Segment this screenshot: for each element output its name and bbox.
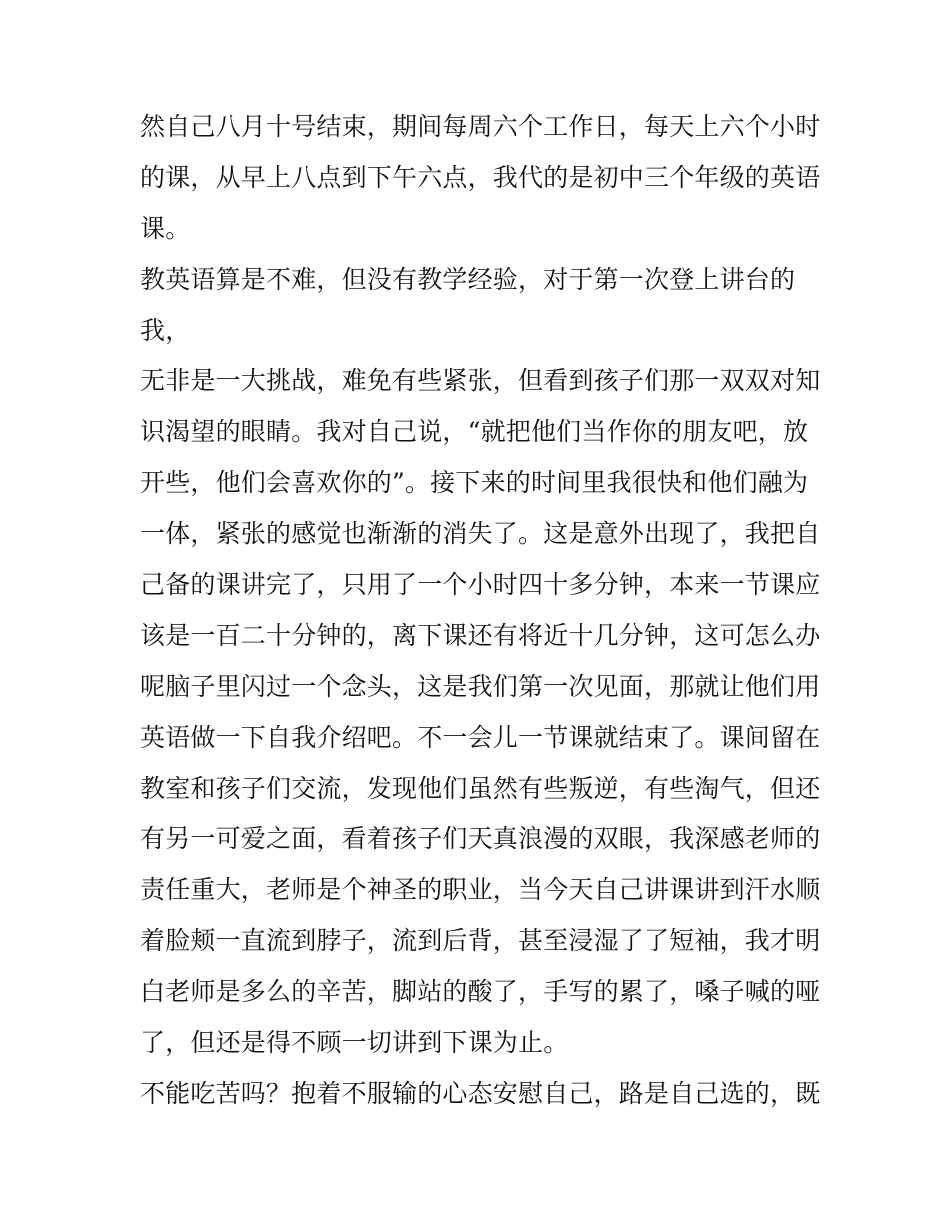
text-line: 一体，紧张的感觉也渐渐的消失了。这是意外出现了，我把自 [140, 519, 821, 549]
text-line: 了，但还是得不顾一切讲到下课为止。 [140, 1028, 569, 1058]
text-line: 我， [140, 315, 191, 345]
text-line: 教英语算是不难，但没有教学经验，对于第一次登上讲台的 [140, 264, 796, 294]
text-line: 的课，从早上八点到下午六点，我代的是初中三个年级的英语 [140, 162, 821, 192]
text-line: 己备的课讲完了，只用了一个小时四十多分钟，本来一节课应 [140, 570, 821, 600]
document-body [140, 102, 820, 1120]
text-line: 着脸颊一直流到脖子，流到后背，甚至浸湿了了短袖，我才明 [140, 926, 821, 956]
text-line: 白老师是多么的辛苦，脚站的酸了，手写的累了，嗓子喊的哑 [140, 977, 821, 1007]
text-line: 教室和孩子们交流，发现他们虽然有些叛逆，有些淘气，但还 [140, 773, 821, 803]
text-line: 有另一可爱之面，看着孩子们天真浪漫的双眼，我深感老师的 [140, 824, 821, 854]
text-line: 呢脑子里闪过一个念头，这是我们第一次见面，那就让他们用 [140, 671, 821, 701]
text-line: 识渴望的眼睛。我对自己说，“就把他们当作你的朋友吧，放 [140, 417, 809, 447]
text-line: 该是一百二十分钟的，离下课还有将近十几分钟，这可怎么办 [140, 620, 821, 650]
text-line: 英语做一下自我介绍吧。不一会儿一节课就结束了。课间留在 [140, 722, 821, 752]
text-line: 课。 [140, 213, 191, 243]
text-line: 然自己八月十号结束，期间每周六个工作日，每天上六个小时 [140, 112, 821, 141]
text-line: 无非是一大挑战，难免有些紧张，但看到孩子们那一双双对知 [140, 366, 821, 396]
text-line: 开些，他们会喜欢你的”。接下来的时间里我很快和他们融为 [140, 468, 809, 498]
text-line: 责任重大，老师是个神圣的职业，当今天自己讲课讲到汗水顺 [140, 875, 821, 905]
text-line: 不能吃苦吗？抱着不服输的心态安慰自己，路是自己选的，既 [140, 1078, 821, 1108]
